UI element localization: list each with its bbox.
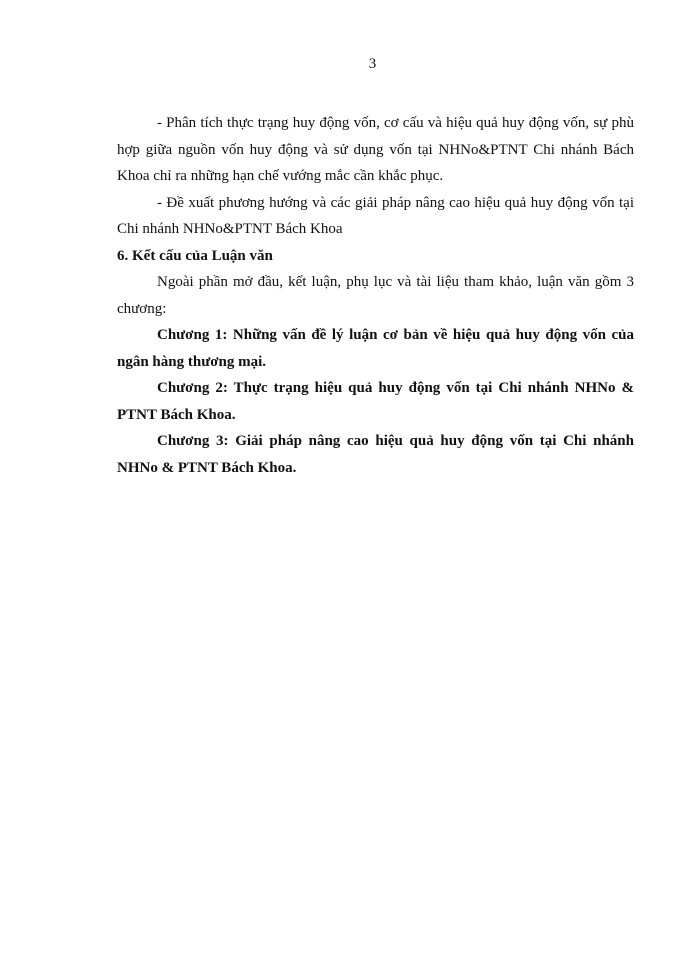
page-number: 3	[368, 56, 377, 72]
structure-intro-paragraph: Ngoài phần mở đầu, kết luận, phụ lục và tài liệu tham khảo, luận văn gồm 3 chương:	[117, 274, 634, 317]
chapter-3-line: Chương 3: Giải pháp nâng cao hiệu quả huy động vốn tại Chi nhánh NHNo & PTNT Bách Khoa.	[117, 433, 634, 476]
section-heading-structure: 6. Kết cấu của Luận văn	[117, 247, 273, 264]
document-body	[117, 110, 634, 481]
objective-proposal-paragraph: - Đề xuất phương hướng và các giải pháp nâng cao hiệu quả huy động vốn tại Chi nhánh NHNo&PTNT Bách Khoa	[117, 194, 634, 237]
chapter-2-line: Chương 2: Thực trạng hiệu quả huy động vốn tại Chi nhánh NHNo & PTNT Bách Khoa.	[117, 380, 634, 423]
chapter-1-line: Chương 1: Những vấn đề lý luận cơ bản về hiệu quả huy động vốn của ngân hàng thương mại.	[117, 327, 634, 370]
objective-analysis-paragraph: - Phân tích thực trạng huy động vốn, cơ cấu và hiệu quả huy động vốn, sự phù hợp giữa nguồn vốn huy động và sử dụng vốn tại NHNo&PTNT Chi nhánh Bách Khoa chỉ ra những hạn chế vướng mắc cần khắc phục.	[117, 115, 634, 184]
